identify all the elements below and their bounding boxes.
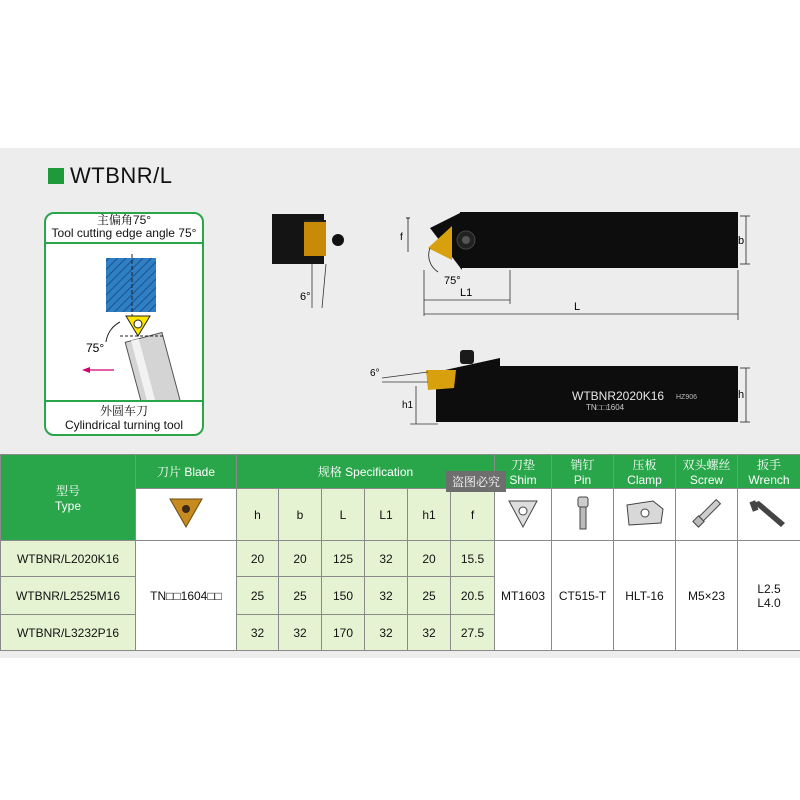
cell-L: 150	[322, 577, 365, 615]
card-footer-cn: 外圆车刀	[99, 404, 148, 418]
spec-table	[0, 454, 800, 651]
screw-header-cn: 双头螺丝	[682, 458, 731, 472]
type-header-cn: 型号	[55, 484, 80, 498]
cell-L1: 32	[365, 615, 408, 651]
col-h1: h1	[408, 489, 451, 541]
cell-b: 20	[279, 541, 322, 577]
cell-L1: 32	[365, 541, 408, 577]
card-footer-en: Cylindrical turning tool	[64, 418, 184, 432]
pin-image-cell	[552, 489, 614, 541]
blade-header: 刀片 Blade	[136, 455, 237, 489]
dim-L: L	[574, 301, 581, 313]
pin-icon	[571, 493, 595, 533]
card-title-cn: 主偏角75°	[96, 213, 152, 227]
wrench-image-cell	[738, 489, 800, 541]
type-header-en: Type	[54, 499, 81, 513]
card-angle-label: 75°	[86, 341, 105, 355]
screw-image-cell	[676, 489, 738, 541]
pin-header	[552, 455, 614, 489]
cell-f: 15.5	[451, 541, 495, 577]
shim-icon	[505, 495, 541, 531]
watermark-badge: 盗图必究	[446, 471, 506, 492]
pin-header-cn: 销钉	[570, 458, 595, 472]
card-header	[46, 214, 202, 242]
cell-h: 32	[237, 615, 279, 651]
blade-code: TN□□1604□□	[136, 541, 237, 651]
wrench-header-en: Wrench	[748, 473, 790, 487]
dim-h: h	[738, 389, 745, 401]
wrench-size-1: L2.5	[757, 581, 781, 596]
type-header	[1, 455, 136, 541]
pin-header-en: Pin	[573, 473, 592, 487]
shim-code: MT1603	[495, 541, 552, 651]
cell-L: 170	[322, 615, 365, 651]
clamp-header-cn: 压板	[632, 458, 657, 472]
page-title: WTBNR/L	[70, 163, 173, 188]
screw-header-en: Screw	[689, 473, 724, 487]
screw-header	[676, 455, 738, 489]
side-view-angle: 6°	[370, 368, 380, 379]
shank-brand: HZ906	[676, 394, 698, 401]
wrench-size-2: L4.0	[757, 595, 781, 610]
cell-h1: 25	[408, 577, 451, 615]
screw-code: M5×23	[676, 541, 738, 651]
cell-L: 125	[322, 541, 365, 577]
cell-h1: 20	[408, 541, 451, 577]
title-marker	[48, 168, 64, 184]
card-divider-bottom	[46, 400, 202, 402]
table-row-type: WTBNR/L2020K16	[1, 541, 136, 577]
cell-h1: 32	[408, 615, 451, 651]
wrench-header-cn: 扳手	[756, 458, 781, 472]
shim-header-cn: 刀垫	[510, 458, 535, 472]
dim-b: b	[738, 235, 745, 247]
shank-marking: WTBNR2020K16	[572, 389, 665, 403]
top-view-angle: 75°	[444, 275, 461, 287]
end-view	[272, 214, 344, 308]
wrench-icon	[747, 495, 791, 531]
screw-icon	[687, 495, 727, 531]
card-title-en: Tool cutting edge angle 75°	[51, 226, 197, 240]
workpiece	[106, 258, 156, 312]
spec-header: 规格 Specification	[237, 455, 495, 489]
feed-arrow-head	[82, 367, 90, 373]
cell-b: 32	[279, 615, 322, 651]
shim-header-en: Shim	[509, 473, 537, 487]
cell-h: 20	[237, 541, 279, 577]
cutting-angle-card	[44, 212, 204, 436]
tool-holder	[125, 332, 180, 400]
triangle-insert-icon	[166, 495, 206, 531]
clamp-header	[614, 455, 676, 489]
col-L1: L1	[365, 489, 408, 541]
top-view	[400, 212, 750, 320]
clamp-header-en: Clamp	[627, 473, 662, 487]
card-footer	[46, 404, 202, 434]
turning-diagram	[46, 244, 202, 400]
pin-code: CT515-T	[552, 541, 614, 651]
dim-f: f	[400, 232, 403, 243]
shim-image-cell	[495, 489, 552, 541]
col-L: L	[322, 489, 365, 541]
clamp-icon	[623, 495, 667, 531]
dim-L1: L1	[460, 287, 473, 299]
cell-L1: 32	[365, 577, 408, 615]
blade-image-cell	[136, 489, 237, 541]
col-b: b	[279, 489, 322, 541]
col-h: h	[237, 489, 279, 541]
cell-f: 20.5	[451, 577, 495, 615]
side-view	[370, 350, 750, 424]
cell-f: 27.5	[451, 615, 495, 651]
col-f: f	[451, 489, 495, 541]
angle-arc	[106, 322, 120, 342]
insert-marking: TN□□1604	[586, 403, 625, 412]
table-row-type: WTBNR/L2525M16	[1, 577, 136, 615]
technical-drawing	[200, 200, 800, 450]
wrench-code	[738, 541, 800, 651]
cell-b: 25	[279, 577, 322, 615]
cell-h: 25	[237, 577, 279, 615]
wrench-header	[738, 455, 800, 489]
clamp-code: HLT-16	[614, 541, 676, 651]
dim-h1: h1	[402, 400, 414, 411]
end-view-angle: 6°	[300, 291, 311, 303]
clamp-image-cell	[614, 489, 676, 541]
table-row-type: WTBNR/L3232P16	[1, 615, 136, 651]
insert-hole	[134, 320, 142, 328]
